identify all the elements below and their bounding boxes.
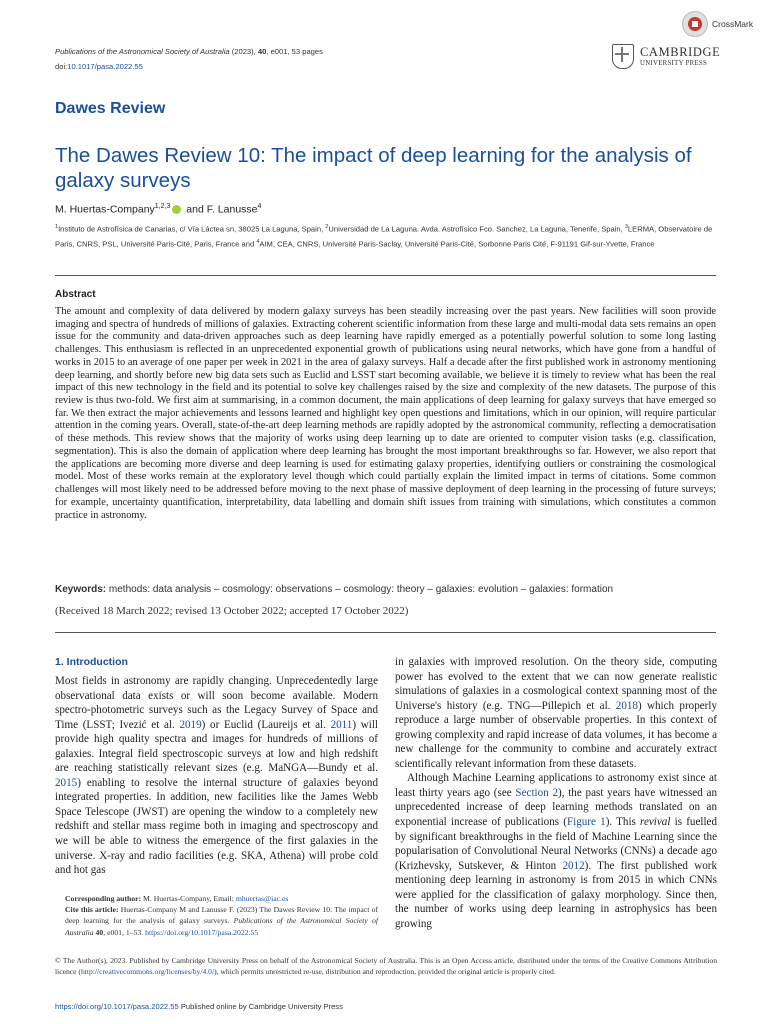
cite-pages: , e001, 1–53. — [103, 927, 146, 937]
author-name: M. Huertas-Company — [55, 203, 155, 216]
copyright-text: © The Author(s), 2023. Published by Cambridge University Press on behalf of the Astronomical Society of Australia. This is an Open Access article, distributed under the terms of the Creative Commons Attribution licence ( — [55, 956, 717, 977]
publisher-logo — [612, 44, 720, 69]
article-info: , e001, 53 pages — [266, 47, 323, 56]
license-link[interactable]: http://creativecommons.org/licenses/by/4.0/ — [80, 967, 215, 977]
body-text: ) enabling to resolve the internal structure of galaxies beyond integrated properties. In addition, new facilities like the James Webb Space Telescope (JWST) are opening the window to a completely new redshift and stellar mass regime both in imaging and spectroscopy and we will be able to witness the emergence of the first galaxies in the universe. X-ray and radio facilities (e.g. SKA, Athena) will probe cold and hot gas — [55, 776, 378, 877]
copyright-notice — [55, 955, 717, 977]
doi-line — [55, 62, 143, 71]
body-text: Although Machine Learning applications to astronomy exist since at least thirty years ago (see — [395, 772, 717, 799]
cite-doi-link[interactable]: https://doi.org/10.1017/pasa.2022.55 — [145, 927, 259, 937]
body-column-right — [395, 655, 717, 931]
affiliations — [55, 221, 715, 251]
section-heading-introduction: 1. Introduction — [55, 656, 128, 668]
body-text: ) will provide high quality spectra and images for hundreds of millions of galaxies. Integral field spectroscopic surveys at low and high redshift are reaching statistically relevant sizes (e.g. MaNGA—Bundy et al. — [55, 718, 378, 775]
keywords-text: methods: data analysis – cosmology: observations – cosmology: theory – galaxies: evolution – galaxies: formation — [106, 584, 614, 595]
page-footer — [55, 1002, 343, 1011]
section-link[interactable]: Section 2 — [515, 786, 558, 799]
author-affiliation-sup: 1,2,3 — [154, 203, 171, 210]
affiliation-text: AIM, CEA, CNRS, Université Paris-Saclay, Université Paris-Cité, Sorbonne Paris Cité, F-91191 Gif-sur-Yvette, France — [259, 239, 655, 249]
emphasis-text: revival — [640, 816, 671, 829]
corresponding-author — [55, 893, 378, 904]
cambridge-shield-icon — [612, 44, 634, 69]
body-text: in galaxies with improved resolution. On the theory side, computing power has evolved to the extent that we can now generate realistic simulations of galaxies in a cosmological context spanning most of the Universe's history (e.g. TNG—Pillepich et al. — [395, 656, 717, 712]
citation-link[interactable]: 2015 — [55, 776, 78, 789]
email-link[interactable]: mhuertas@iac.es — [235, 894, 289, 903]
affiliation-text: Universidad de La Laguna. Avda. Astrofísico Fco. Sanchez, La Laguna, Tenerife, Spain, — [328, 224, 625, 234]
body-text: ), the past years have witnessed an unprecedented increase of deep learning methods translated on an exponential increase of publications ( — [395, 786, 717, 829]
body-text: Most fields in astronomy are rapidly changing. Unprecedentedly large observational data exists or will soon become available. Modern spectro-photometric surveys such as the Legacy Survey of Space and Time (LSST; Ivezić et al. — [55, 675, 378, 731]
journal-volume: 40 — [257, 47, 267, 56]
corresponding-author-text: M. Huertas-Company, Email: — [141, 894, 236, 903]
cite-label: Cite this article: — [65, 905, 119, 915]
cite-volume: 40 — [93, 927, 104, 937]
body-text: ). The first published work mentioning deep learning in astronomy is from 2015 in which CNNs were applied for the classification of galaxy morphology. Since then, the number of works using deep learning in astrophysics has been growing — [395, 859, 717, 930]
body-text: ) or Euclid (Laureijs et al. — [201, 718, 331, 731]
body-text: ). This — [605, 816, 641, 829]
affiliation-text: Instituto de Astrofísica de Canarias, c/ Vía Láctea sn, 38025 La Laguna, Spain, — [58, 224, 326, 234]
affiliation-text: LERMA, Observatoire de Paris, CNRS, PSL, Université Paris-Cité, Paris, France and — [55, 224, 713, 249]
crossmark-icon — [682, 11, 708, 37]
citation-link[interactable]: 2018 — [615, 699, 638, 712]
divider — [55, 632, 716, 633]
cite-journal: Publications of the Astronomical Society of Australia — [65, 916, 378, 937]
author-name: and F. Lanusse — [183, 203, 258, 216]
journal-citation-line — [55, 47, 323, 56]
body-text: ) which properly reproduce a large number of observable properties. In this context of growing complexity and rapid increase of data volumes, it has become a new challenge for the community to combine and accurately extract scientifically relevant information from these datasets. — [395, 699, 718, 770]
affiliation-number: 3 — [624, 224, 628, 230]
divider — [55, 275, 716, 276]
abstract-heading: Abstract — [55, 289, 96, 300]
publisher-name-line2: UNIVERSITY PRESS — [640, 59, 708, 67]
publisher-name — [640, 46, 720, 68]
author-affiliation-sup: 4 — [257, 203, 262, 210]
journal-name: Publications of the Astronomical Society of Australia — [55, 47, 230, 56]
article-type-label: Dawes Review — [55, 100, 166, 117]
author-list — [55, 203, 261, 216]
keywords — [55, 584, 716, 595]
footer-doi-link[interactable]: https://doi.org/10.1017/pasa.2022.55 — [55, 1002, 179, 1011]
copyright-text: ), which permits unrestricted re-use, distribution and reproduction, provided the original article is properly cited. — [214, 967, 556, 977]
doi-link[interactable]: 10.1017/pasa.2022.55 — [67, 62, 143, 71]
affiliation-number: 2 — [325, 224, 329, 230]
affiliation-number: 1 — [55, 224, 59, 230]
received-dates: (Received 18 March 2022; revised 13 October 2022; accepted 17 October 2022) — [55, 605, 409, 617]
keywords-label: Keywords: — [55, 584, 107, 595]
doi-prefix: doi: — [55, 62, 68, 71]
cite-this-article — [55, 904, 378, 938]
affiliation-number: 4 — [256, 239, 260, 246]
body-column-left — [55, 674, 378, 878]
orcid-icon[interactable] — [172, 205, 181, 214]
publisher-name-line1: CAMBRIDGE — [640, 44, 721, 59]
paragraph — [395, 655, 717, 771]
crossmark-button[interactable] — [682, 11, 753, 37]
body-text: is fuelled by significant breakthroughs in the field of Machine Learning since the popularisation of Convolutional Neural Networks (CNNs) a decade ago (Krizhevsky, Sutskever, & Hinton — [395, 816, 717, 872]
correspondence-block — [55, 893, 378, 938]
cite-text: Huertas-Company M and Lanusse F. (2023) The Dawes Review 10: The impact of deep learning for the analysis of galaxy surveys. — [65, 905, 378, 926]
citation-link[interactable]: 2011 — [330, 718, 353, 731]
citation-link[interactable]: 2019 — [179, 718, 202, 731]
journal-year: (2023), — [229, 47, 258, 56]
corresponding-author-label: Corresponding author: — [65, 894, 142, 903]
citation-link[interactable]: 2012 — [562, 859, 585, 872]
crossmark-label: CrossMark — [712, 19, 754, 29]
footer-text: Published online by Cambridge University Press — [178, 1002, 343, 1011]
abstract-text: The amount and complexity of data delivered by modern galaxy surveys has been steadily increasing over the past years. New facilities will soon provide imaging and spectra of hundreds of millions of galaxies. Extracting coherent scientific information from these large and multi-modal data sets remains an open issue for the community and data-driven approaches such as deep learning have rapidly emerged as a potentially powerful solution to some long lasting challenges. This enthusiasm is reflected in an unprecedented exponential growth of publications using neural networks, which have gone from a handful of works in 2015 to an average of one paper per week in 2021 in the area of galaxy surveys. Half a decade after the first published work in astronomy mentioning deep learning, and shortly before new big data sets such as Euclid and LSST start becoming available, we believe it is timely to review what has been the real impact of this new technology in the field and its potential to solve key challenges raised by the size and complexity of the new datasets. The purpose of this review is thus two-fold. We first aim at summarising, in a common document, the main applications of deep learning for galaxy surveys that have emerged so far. We then extract the major achievements and lessons learned and highlight key open questions and limitations, which in our opinion, will require particular attention in the coming years. Overall, state-of-the-art deep learning methods are rapidly adopted by the astronomical community, reflecting a democratisation of these methods. This review shows that the majority of works using deep learning up to date are oriented to computer vision tasks (e.g. classification, segmentation). This is also the domain of application where deep learning has brought the most important breakthroughs so far. However, we also report that the applications are becoming more diverse and deep learning is used for estimating galaxy properties, identifying outliers or constraining the cosmological model. Most of these works remain at the exploratory level though which could partially explain the limited impact in terms of citations. Some common challenges will most likely need to be addressed before moving to the next phase of massive deployment of deep learning in the processing of future surveys; for example, uncertainty quantification, interpretability, data labelling and domain shift issues from training with simulations, which constitutes a common practice in astronomy. — [55, 306, 716, 521]
article-title: The Dawes Review 10: The impact of deep learning for the analysis of galaxy surveys — [55, 144, 692, 192]
paragraph — [395, 771, 717, 931]
figure-link[interactable]: Figure 1 — [566, 816, 606, 829]
